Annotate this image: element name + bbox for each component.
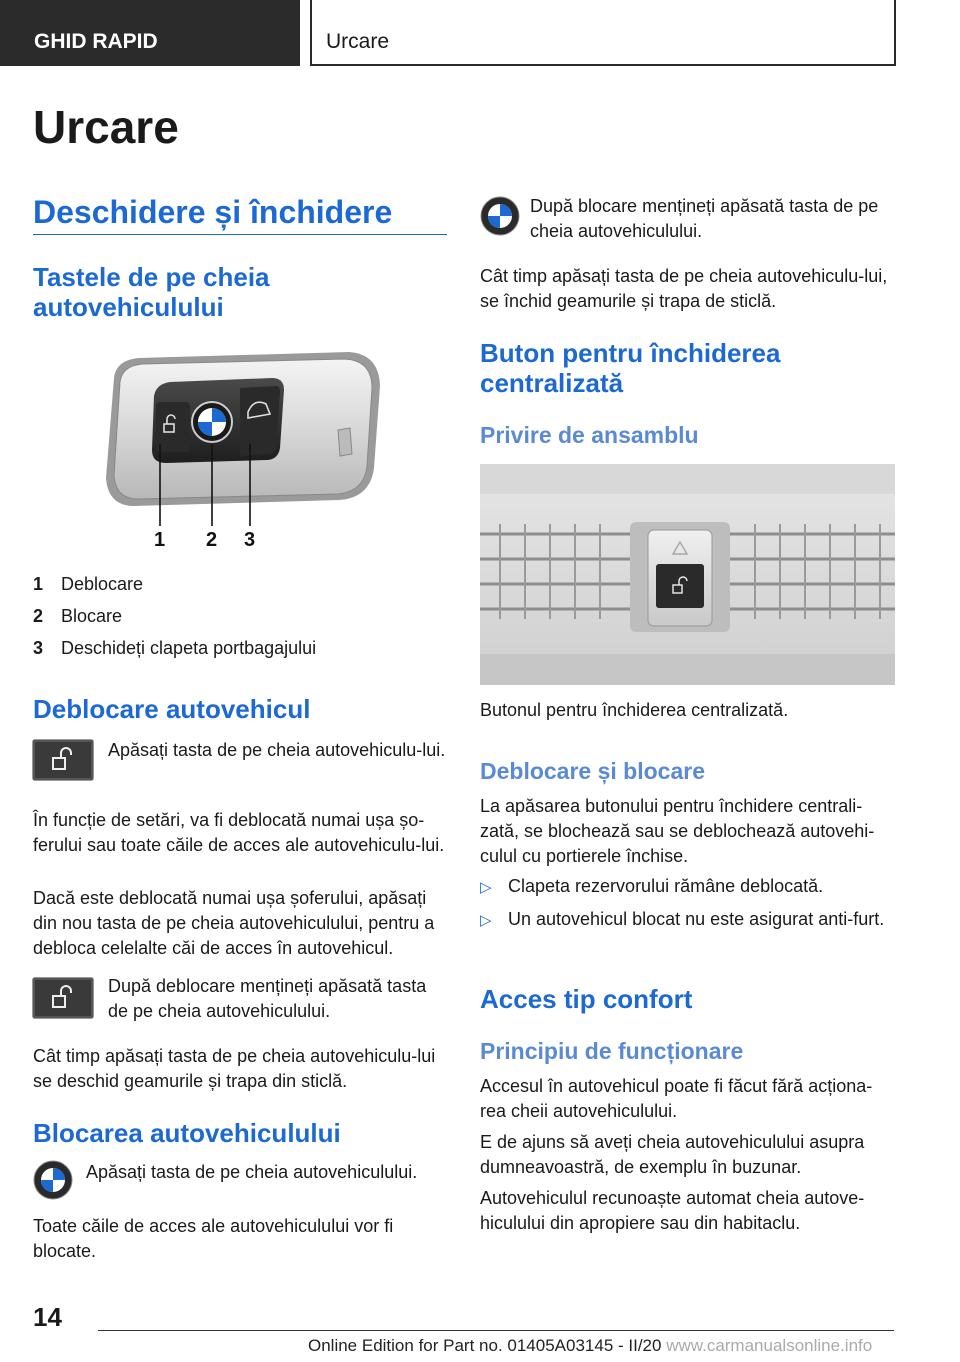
key-legend [33,568,433,664]
heading-unlock-lock: Deblocare și blocare [480,758,705,784]
header-bar [0,0,960,66]
central-locking-photo [480,464,895,685]
bmw-lock-icon [33,1160,73,1200]
key-bmw-lock-button [192,402,232,442]
bullet-triangle-icon: ▷ [480,879,492,896]
callout-3: 3 [244,529,256,551]
photo-caption: Butonul pentru închiderea centralizată. [480,700,789,720]
unlock-hold-text: După deblocare mențineți apăsată tasta de pe cheia autovehiculului. [108,976,427,1021]
bmw-lock-icon [480,196,520,236]
heading-unlock-vehicle: Deblocare autovehicul [33,694,311,724]
unlock-key-icon [33,978,93,1018]
legend-item [33,568,433,600]
central-lock-bullets [480,874,895,933]
heading-central-locking: Buton pentru închiderea centralizată [480,338,781,398]
legend-label: Deschideți clapeta portbagajului [61,637,317,658]
section-divider [33,234,447,235]
comfort-paragraph-2: E de ajuns să aveți cheia autovehiculului asupra dumneavoastră, de exemplu în buzunar. [480,1132,865,1177]
central-lock-text: La apăsarea butonului pentru închidere centrali-zată, se blochează sau se deblochează autovehi-culul cu portierele închise. [480,796,875,866]
unlock-key-icon [33,740,93,780]
heading-comfort-access: Acces tip confort [480,984,693,1014]
bullet-text: Un autovehicul blocat nu este asigurat anti-furt. [508,909,885,929]
footer-edition: Online Edition for Part no. 01405A03145 - II/20 [308,1336,662,1355]
comfort-paragraph-1: Accesul în autovehicul poate fi făcut fără acționa-rea cheii autovehiculului. [480,1076,873,1121]
section-tab[interactable]: GHID RAPID [0,0,300,66]
bullet-triangle-icon: ▷ [480,912,492,929]
bullet-text: Clapeta rezervorului rămâne deblocată. [508,876,824,896]
heading-overview: Privire de ansamblu [480,422,699,448]
footer-watermark: www.carmanualsonline.info [666,1336,873,1355]
footer-text [308,1336,872,1356]
page-title: Urcare [33,101,179,153]
callout-1: 1 [154,529,166,551]
legend-item [33,632,433,664]
section-title-open-close: Deschidere și închidere [33,194,393,230]
list-item [480,874,895,900]
lock-press-text: Apăsați tasta de pe cheia autovehiculului. [86,1162,418,1182]
heading-operating-principle: Principiu de funcționare [480,1038,744,1064]
legend-number: 2 [33,605,44,626]
lock-paragraph-1: Toate căile de acces ale autovehiculului vor fi blocate. [33,1216,394,1261]
unlock-paragraph-3: Cât timp apăsați tasta de pe cheia autovehiculu-lui se deschid geamurile și trapa din sticlă. [33,1046,436,1091]
page-number: 14 [33,1302,62,1332]
key-unlock-button [156,402,190,452]
legend-label: Blocare [61,605,123,626]
heading-key-buttons: Tastele de pe cheia autovehiculului [33,262,270,322]
comfort-paragraph-3: Autovehiculul recunoaște automat cheia autove-hiculului din apropiere sau din habitaclu. [480,1188,865,1233]
legend-number: 1 [33,573,44,594]
unlock-press-text: Apăsați tasta de pe cheia autovehiculu-lui. [108,740,446,760]
footer-divider [98,1330,894,1331]
legend-number: 3 [33,637,44,658]
legend-label: Deblocare [61,573,144,594]
key-trunk-button [240,386,280,456]
list-item [480,907,895,933]
key-fob-illustration [94,348,394,553]
central-lock-button [648,530,712,626]
callout-2: 2 [206,529,218,551]
chapter-tab[interactable]: Urcare [310,0,896,66]
legend-item [33,600,433,632]
heading-lock-vehicle: Blocarea autovehiculului [33,1118,341,1148]
unlock-paragraph-1: În funcție de setări, va fi deblocată numai ușa șo-ferului sau toate căile de acces ale autovehiculu-lui. [33,810,445,855]
unlock-paragraph-2: Dacă este deblocată numai ușa șoferului, apăsați din nou tasta de pe cheia autovehiculului, pentru a debloca celelalte căi de acces în autovehicul. [33,888,435,958]
lock-hold-text: După blocare mențineți apăsată tasta de pe cheia autovehiculului. [530,196,879,241]
lock-paragraph-2: Cât timp apăsați tasta de pe cheia autovehiculu-lui, se închid geamurile și trapa de sticlă. [480,266,888,311]
